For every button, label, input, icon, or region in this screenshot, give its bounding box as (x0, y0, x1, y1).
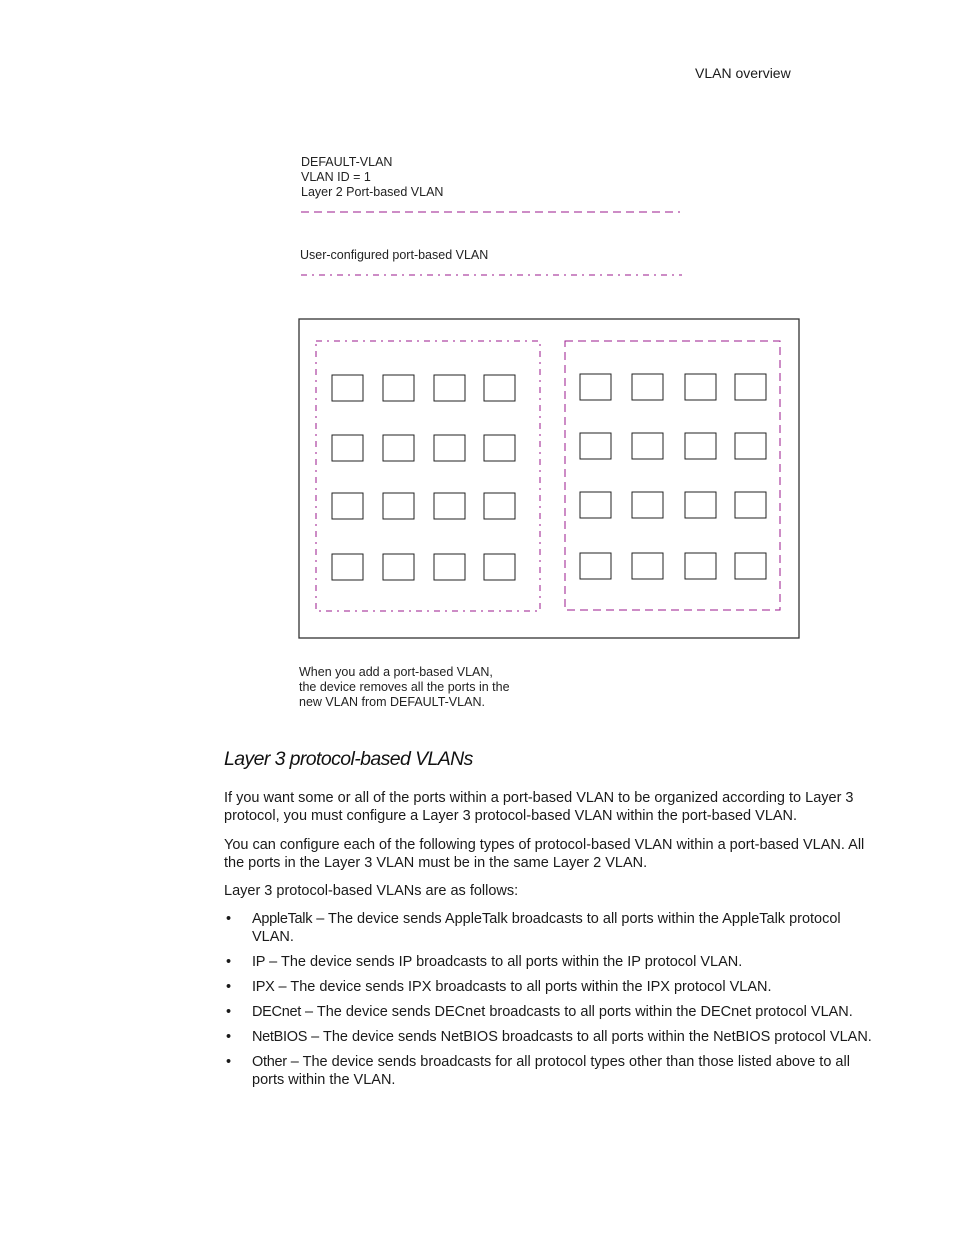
legend-default-type: Layer 2 Port-based VLAN (301, 185, 444, 199)
paragraph-3: Layer 3 protocol-based VLANs are as follows: (224, 883, 519, 899)
default-vlan-port-11 (434, 493, 465, 519)
user-vlan-port-6 (632, 433, 663, 459)
section-title: Layer 3 protocol-based VLANs (224, 748, 473, 770)
user-vlan-port-11 (685, 492, 716, 518)
device-diagram (298, 318, 800, 639)
user-vlan-port-2 (632, 374, 663, 400)
bullet-icon: • (226, 979, 232, 995)
default-vlan-port-9 (332, 493, 363, 519)
user-vlan-port-3 (685, 374, 716, 400)
default-vlan-port-7 (434, 435, 465, 461)
legend-user-line (300, 270, 684, 280)
list-item-netbios (224, 1028, 874, 1046)
desc-ip: – The device sends IP broadcasts to all ports within the IP protocol VLAN. (265, 954, 743, 970)
list-item-ipx (224, 978, 874, 996)
term-other: Other (252, 1054, 287, 1070)
list-item-other (224, 1053, 874, 1089)
desc-ipx: – The device sends IPX broadcasts to all ports within the IPX protocol VLAN. (274, 979, 772, 995)
default-vlan-port-6 (383, 435, 414, 461)
desc-netbios: – The device sends NetBIOS broadcasts to all ports within the NetBIOS protocol VLAN. (307, 1029, 872, 1045)
default-vlan-port-13 (332, 554, 363, 580)
paragraph-1: If you want some or all of the ports within a port-based VLAN to be organized according to Layer 3 protocol, you must configure a Layer 3 protocol-based VLAN within the port-based VLAN. (224, 790, 854, 824)
term-netbios: NetBIOS (252, 1029, 308, 1045)
device-chassis (299, 319, 799, 638)
user-vlan-port-15 (685, 553, 716, 579)
default-vlan-port-16 (484, 554, 515, 580)
default-vlan-port-2 (383, 375, 414, 401)
default-vlan-port-10 (383, 493, 414, 519)
bullet-icon: • (226, 1054, 232, 1070)
user-vlan-ports (580, 374, 766, 579)
user-vlan-port-12 (735, 492, 766, 518)
term-ipx: IPX (252, 979, 275, 995)
default-vlan-port-12 (484, 493, 515, 519)
user-vlan-port-14 (632, 553, 663, 579)
default-vlan-port-1 (332, 375, 363, 401)
list-item-decnet (224, 1003, 874, 1021)
running-header: VLAN overview (695, 65, 791, 81)
default-vlan-port-8 (484, 435, 515, 461)
user-vlan-port-4 (735, 374, 766, 400)
user-vlan-port-5 (580, 433, 611, 459)
caption-line-3: new VLAN from DEFAULT-VLAN. (299, 695, 485, 709)
term-ip: IP (252, 954, 266, 970)
bullet-icon: • (226, 1029, 232, 1045)
default-vlan-port-3 (434, 375, 465, 401)
user-vlan-port-9 (580, 492, 611, 518)
default-vlan-port-5 (332, 435, 363, 461)
legend-default-line (300, 207, 682, 217)
bullet-icon: • (226, 911, 232, 927)
legend-default-id: VLAN ID = 1 (301, 170, 371, 184)
list-item-appletalk (224, 910, 874, 946)
term-decnet: DECnet (252, 1004, 301, 1020)
default-vlan-port-14 (383, 554, 414, 580)
protocol-list (224, 910, 874, 1096)
desc-other: – The device sends broadcasts for all protocol types other than those listed above to all ports within the VLAN. (252, 1054, 850, 1088)
legend-default-name: DEFAULT-VLAN (301, 155, 393, 169)
default-vlan-ports (332, 375, 515, 580)
list-item-ip (224, 953, 874, 971)
user-vlan-port-13 (580, 553, 611, 579)
term-appletalk: AppleTalk (252, 911, 313, 927)
desc-decnet: – The device sends DECnet broadcasts to all ports within the DECnet protocol VLAN. (300, 1004, 853, 1020)
bullet-icon: • (226, 954, 232, 970)
caption-line-2: the device removes all the ports in the (299, 680, 510, 694)
paragraph-2: You can configure each of the following types of protocol-based VLAN within a port-based VLAN. All the ports in the Layer 3 VLAN must be in the same Layer 2 VLAN. (224, 837, 865, 871)
legend-default-vlan (301, 155, 443, 200)
default-vlan-port-15 (434, 554, 465, 580)
user-vlan-port-7 (685, 433, 716, 459)
desc-appletalk: – The device sends AppleTalk broadcasts to all ports within the AppleTalk protocol VLAN. (252, 911, 841, 945)
figure-caption (299, 665, 510, 710)
user-vlan-port-1 (580, 374, 611, 400)
user-vlan-port-8 (735, 433, 766, 459)
user-vlan-port-16 (735, 553, 766, 579)
default-vlan-port-4 (484, 375, 515, 401)
caption-line-1: When you add a port-based VLAN, (299, 665, 493, 679)
user-vlan-port-10 (632, 492, 663, 518)
legend-user-vlan: User-configured port-based VLAN (300, 248, 489, 262)
bullet-icon: • (226, 1004, 232, 1020)
